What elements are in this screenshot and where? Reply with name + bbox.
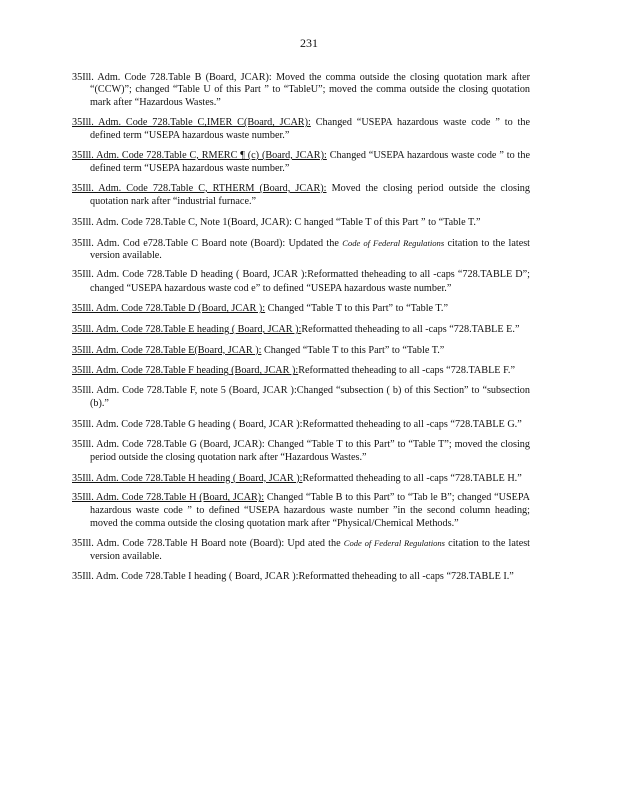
entry-citation: 35Ill. Adm. Code 728.Table E heading ( Board, JCAR ): [72,324,302,336]
entry-text: Changed “USEPA hazardous waste code ” to the defined term “USEPA hazardous waste number.” [90,150,530,175]
amendment-list [72,72,530,591]
entry-citation: 35Ill. Adm. Code 728.Table H heading ( Board, JCAR ): [72,472,303,484]
amendment-entry [72,150,530,175]
entry-text: Reformatted theheading to all -caps “728.TABLE D”; changed “USEPA hazardous waste cod e” to defined “USEPA hazardous waste number.” [90,269,530,294]
entry-text: C hanged “Table T of this Part ” to “Table T.” [292,216,481,228]
entry-citation: 35Ill. Adm. Code 728.Table I heading ( Board, JCAR ): [72,571,299,583]
entry-text: Changed “USEPA hazardous waste code ” to the defined term “USEPA hazardous waste number.” [90,117,530,142]
amendment-entry [72,418,530,431]
amendment-entry [72,323,530,336]
amendment-entry [72,570,530,583]
amendment-entry [72,216,530,229]
entry-citation: 35Ill. Adm. Code 728.Table F heading (Board, JCAR ): [72,365,299,377]
entry-text-end: citation to the latest version available. [90,237,531,261]
entry-citation: 35Ill. Adm. Code 728.Table D heading ( Board, JCAR ): [72,269,308,281]
page-number: 231 [300,36,318,50]
amendment-entry [72,537,530,562]
entry-text: Reformatted theheading to all -caps “728.TABLE H.” [302,472,522,484]
amendment-entry [72,364,530,377]
amendment-entry [72,472,530,485]
amendment-entry [72,385,530,410]
entry-citation: 35Ill. Adm. Code 728.Table C, RTHERM (Board, JCAR): [72,182,327,194]
entry-cfr-title: Code of Federal Regulations [342,237,445,248]
entry-text: Reformatted theheading to all -caps “728.TABLE F.” [298,365,515,377]
entry-citation: 35Ill. Adm. Code 728.Table C, Note 1(Board, JCAR): [72,216,292,228]
amendment-entry [72,72,530,110]
entry-text: Reformatted theheading to all -caps “728.TABLE I.” [298,571,514,583]
entry-citation: 35Ill. Adm. Code 728.Table F, note 5 (Board, JCAR ): [72,385,297,397]
amendment-entry [72,183,530,208]
entry-text: Changed “Table B to this Part” to “Tab le B”; changed “USEPA hazardous waste code ” to defined “USEPA hazardous waste number ”in the second column heading; moved the comma outside the closing quotation mark after “Physical/Chemical Methods.” [90,492,530,529]
entry-text: Changed “Table T to this Part” to “Table T.” [265,303,448,315]
entry-text-end: citation to the latest version available. [90,538,531,562]
entry-citation: 35Ill. Adm. Code 728.Table E(Board, JCAR ): [72,344,262,356]
entry-citation: 35Ill. Adm. Cod e728.Table C Board note (Board): [72,237,286,249]
amendment-entry [72,439,530,464]
amendment-entry [72,344,530,357]
entry-text: Reformatted theheading to all -caps “728.TABLE G.” [302,419,522,431]
entry-citation: 35Ill. Adm. Code 728.Table D (Board, JCAR ): [72,303,266,315]
amendment-entry [72,269,530,294]
amendment-entry [72,237,530,262]
entry-text: Changed “subsection ( b) of this Section” to “subsection (b).” [90,385,530,410]
entry-citation: 35Ill. Adm. Code 728.Table C,IMER C(Board, JCAR): [72,117,311,129]
entry-text: Upd ated the [284,538,344,550]
entry-citation: 35Ill. Adm. Code 728.Table H Board note (Board): [72,538,285,550]
amendment-entry [72,117,530,142]
entry-cfr-title: Code of Federal Regulations [343,538,446,549]
entry-text: Reformatted theheading to all -caps “728.TABLE E.” [301,324,520,336]
entry-text: Updated the [285,237,343,249]
entry-text: Changed “Table T to this Part” to “Table T”; moved the closing period outside the closing quotation nark after “Hazardous Wastes.” [90,438,530,463]
entry-citation: 35Ill. Adm. Code 728.Table C, RMERC ¶ (c) (Board, JCAR): [72,150,327,162]
entry-citation: 35Ill. Adm. Code 728.Table H (Board, JCAR): [72,492,265,504]
entry-citation: 35Ill. Adm. Code 728.Table B (Board, JCAR): [72,72,272,83]
amendment-entry [72,302,530,315]
entry-citation: 35Ill. Adm. Code 728.Table G heading ( Board, JCAR ): [72,419,303,431]
amendment-entry [72,492,530,530]
entry-citation: 35Ill. Adm. Code 728.Table G (Board, JCAR): [72,438,265,450]
entry-text: Moved the comma outside the closing quotation mark after “(CCW)”; changed “Table U of this Part ” to “TableU”; moved the comma outside the closing quotation mark after “Hazardous Wastes.” [90,72,530,109]
entry-text: Moved the closing period outside the closing quotation nark after “industrial furnace.” [90,182,530,208]
entry-text: Changed “Table T to this Part” to “Table T.” [261,344,445,356]
